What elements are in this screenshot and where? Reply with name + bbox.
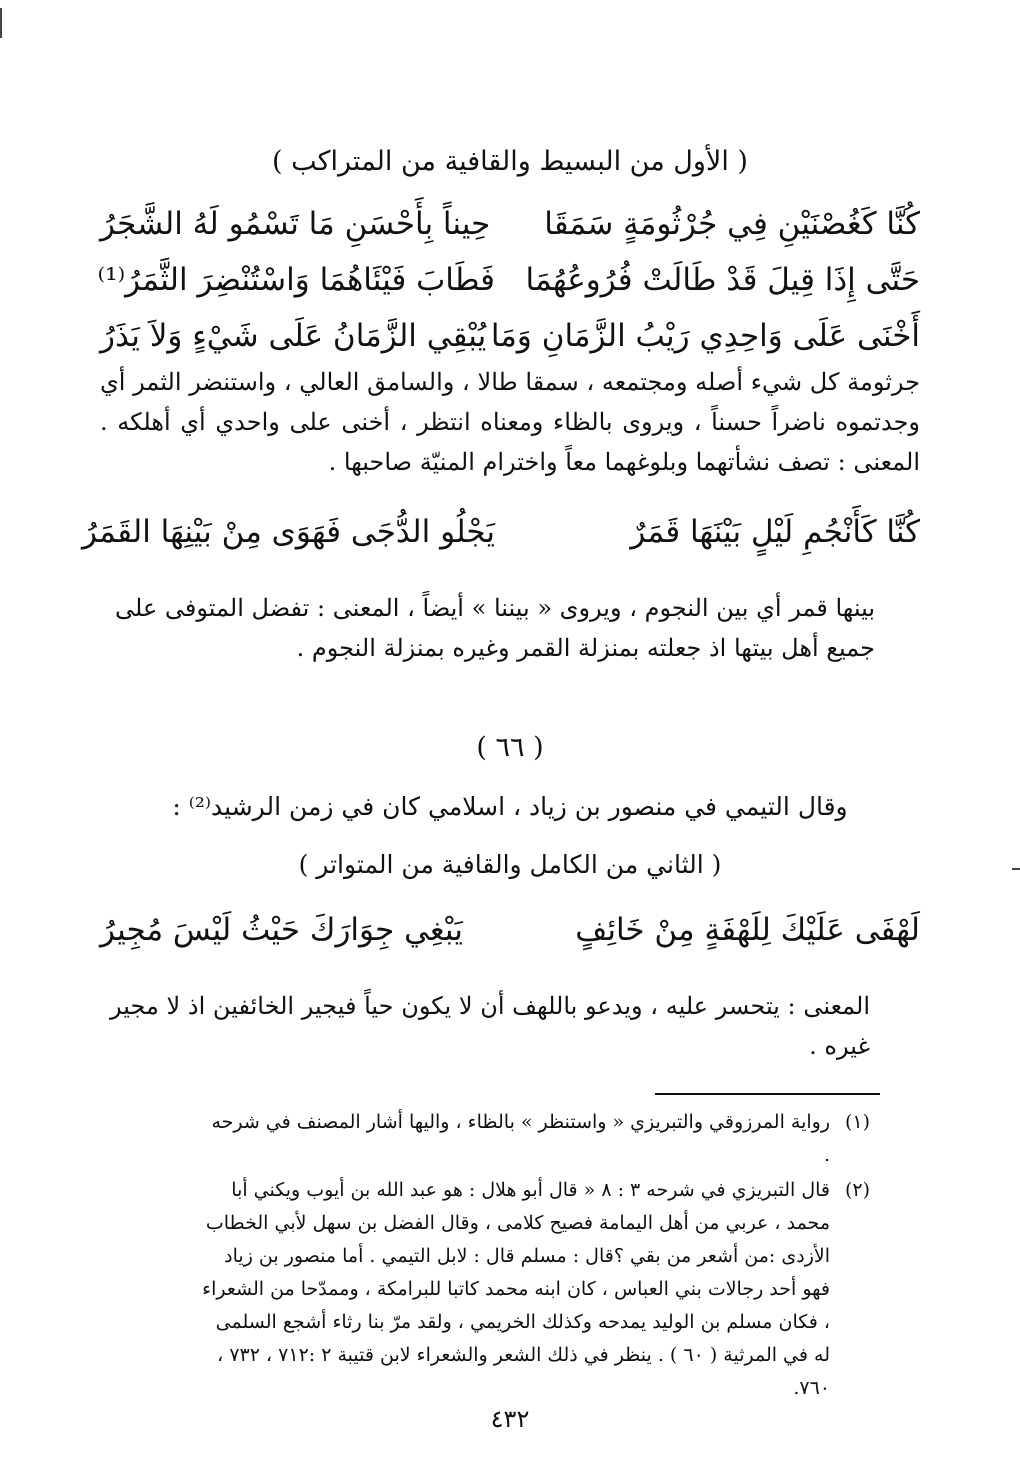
commentary-text: بينها قمر أي بين النجوم ، ويروى « بيننا » أيضاً ، المعنى : تفضل المتوفى على جميع أهل بيتها اذ جعلته بمنزلة القمر وغيره بمنزلة النجوم . [115, 594, 875, 662]
verse-second-hemistich: يُبْقِي الزَّمَانُ عَلَى شَيْءٍ وَلاَ يَذَرُ [100, 318, 487, 354]
meter-heading: ( الثاني من الكامل والقافية من المتواتر ) [298, 850, 722, 879]
poem-intro: وقال التيمي في منصور بن زياد ، اسلامي كان في زمن الرشيد⁽²⁾ : [172, 792, 848, 821]
footnote-text: رواية المرزوقي والتبريزي « واستنظر » بالظاء ، واليها أشار المصنف في شرحه . [211, 1111, 830, 1166]
verse-first-hemistich: لَهْفَى عَلَيْكَ لِلَهْفَةٍ مِنْ خَائِفٍ [575, 912, 920, 948]
verse-line [100, 318, 920, 368]
commentary-text: المعنى : يتحسر عليه ، ويدعو باللهف أن لا يكون حياً فيجير الخائفين اذ لا مجير غيره . [110, 992, 870, 1060]
verse-first-hemistich: حَتَّى إِذَا قِيلَ قَدْ طَالَتْ فُرُوعُهُمَا [525, 262, 920, 298]
verse-line [100, 912, 920, 962]
footnote-text: قال التبريزي في شرحه ٣ : ٨ « قال أبو هلال : هو عبد الله بن أيوب ويكني أبا محمد ، عربي من أهل اليمامة فصيح كلامى ، وقال الفضل بن سهل لأبي الخطاب الأزدى :من أشعر من بقي ؟قال : مسلم قال : لابل التيمي . أما منصور بن زياد فهو أحد رجالات بني العباس ، كان ابنه محمد كاتبا للبرامكة ، وممدّحا من الشعراء ، فكان مسلم بن الوليد يمدحه وكذلك الخريمي ، ولقد مرّ بنا رثاء أشجع السلمى له في المرثية ( ٦٠ ) . ينظر في ذلك الشعر والشعراء لابن قتيبة ٢ :٧١٢ ، ٧٣٢ ، ٧٦٠. [202, 1179, 830, 1399]
footnotes [200, 1106, 870, 1407]
verse-second-hemistich: فَطَابَ فَيْئَاهُمَا وَاسْتُنْضِرَ الثَّمَرُ⁽¹⁾ [97, 262, 495, 298]
commentary-text: جرثومة كل شيء أصله ومجتمعه ، سمقا طالا ، والسامق العالي ، واستنضر الثمر أي وجدتموه ناضراً حسناً ، ويروى بالظاء ومعناه انتظر ، أخنى على واحدي أي أهلكه . المعنى : تصف نشأتهما وبلوغهما معاً واخترام المنيّة صاحبها . [100, 368, 920, 476]
verse-line [97, 262, 920, 312]
footnote-number: (١) [844, 1111, 870, 1133]
meter-heading: ( الأول من البسيط والقافية من المتراكب ) [272, 146, 748, 177]
verse-line [82, 514, 920, 564]
verse-line [100, 206, 920, 256]
verse-second-hemistich: حِيناً بِأَحْسَنِ مَا تَسْمُو لَهُ الشَّجَرُ [100, 206, 491, 242]
footnote [200, 1106, 870, 1172]
verse-first-hemistich: كُنَّا كَأَنْجُمِ لَيْلٍ بَيْنَهَا قَمَرٌ [630, 514, 920, 550]
commentary-paragraph [110, 986, 870, 1066]
footnote [200, 1174, 870, 1405]
verse-second-hemistich: يَبْغِي جِوَارَكَ حَيْثُ لَيْسَ مُجِيرُ [100, 912, 463, 948]
verse-first-hemistich: كُنَّا كَغُصْنَيْنِ فِي جُرْثُومَةٍ سَمَقَا [544, 206, 920, 242]
scan-edge-mark-top [0, 8, 2, 38]
footnote-number: (٢) [844, 1179, 870, 1201]
verse-first-hemistich: أَخْنَى عَلَى وَاحِدِي رَيْبُ الزَّمَانِ وَمَا [490, 318, 920, 354]
page-number: ٤٣٢ [490, 1405, 530, 1433]
footnote-separator [655, 1093, 880, 1095]
poem-number: ( ٦٦ ) [476, 732, 544, 763]
commentary-paragraph [100, 362, 920, 482]
verse-second-hemistich: يَجْلُو الدُّجَى فَهَوَى مِنْ بَيْنِهَا القَمَرُ [82, 514, 495, 550]
commentary-paragraph [115, 588, 875, 668]
